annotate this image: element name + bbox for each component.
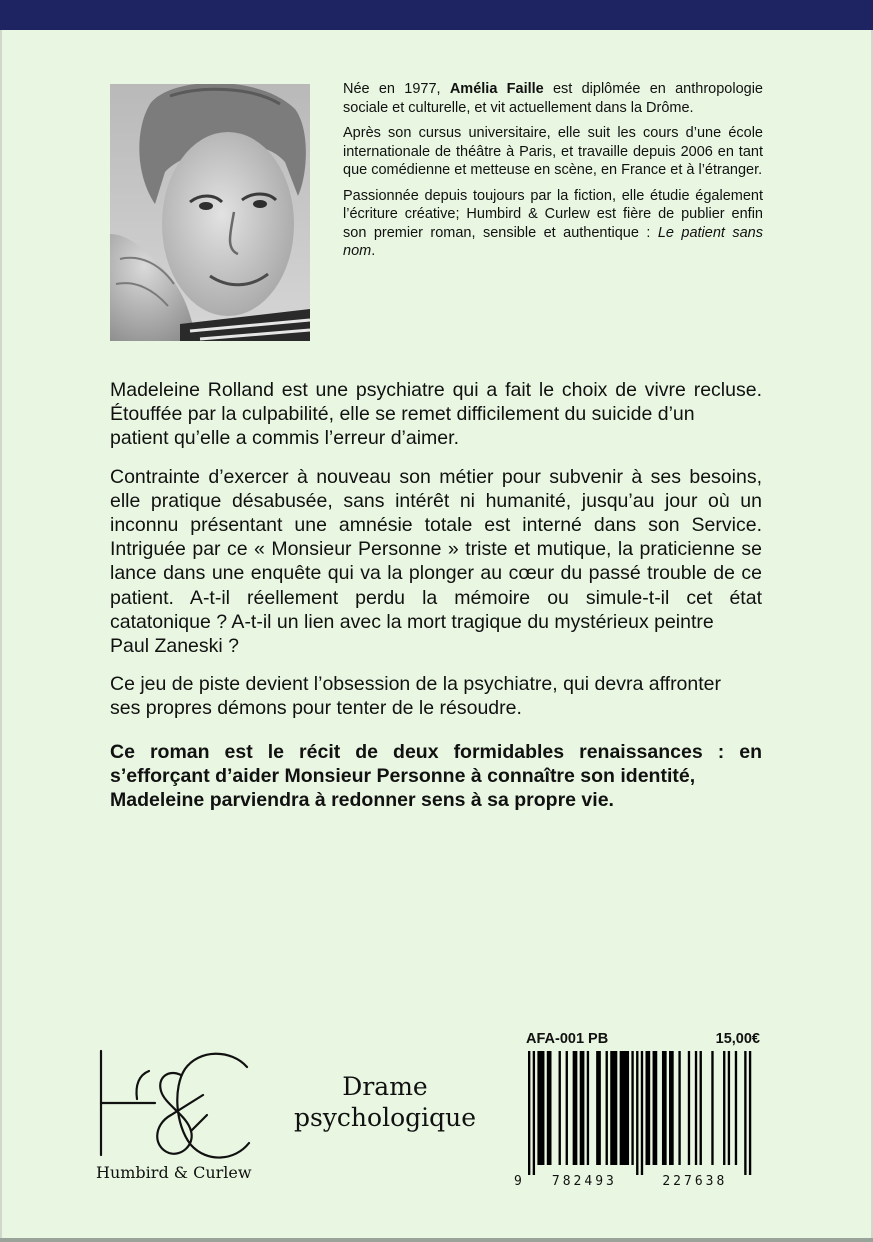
tagline: Ce roman est le récit de deux formidables renaissances : en s’efforçant d’aider Monsieur Personne à connaître son identité, Madeleine parviendra à redonner sens à sa propre vie. xyxy=(110,741,762,812)
barcode-digit-first: 9 xyxy=(514,1174,525,1189)
barcode-bar xyxy=(669,1051,674,1165)
author-bio xyxy=(343,80,763,268)
synopsis-paragraph: Contrainte d’exercer à nouveau son métier pour subvenir à ses besoins, elle pratique désabusée, sans intérêt ni humanité, jusqu’au jour où un inconnu présentant une amnésie totale est interné dans son Service. Intriguée par ce « Monsieur Personne » triste et mutique, la praticienne se lance dans une enquête qui va la plonger au cœur du passé trouble de ce patient. A-t-il réellement perdu la mémoire ou simule-t-il cet état catatonique ? A-t-il un lien avec la mort tragique du mystérieux peintre Paul Zaneski ? xyxy=(110,465,762,658)
barcode-bar xyxy=(610,1051,617,1165)
publisher-logo xyxy=(95,1045,255,1165)
barcode-bar xyxy=(646,1051,651,1165)
barcode-bar xyxy=(723,1051,725,1165)
barcode-bar xyxy=(566,1051,568,1165)
barcode-bar xyxy=(537,1051,544,1165)
page-edge-left xyxy=(0,30,2,1238)
top-band xyxy=(0,0,873,30)
bio-paragraph: Passionnée depuis toujours par la fiction, elle étudie également l’écriture créative; Humbird & Curlew est fière de publier enfin son premier roman, sensible et authentique : Le patient sans nom. xyxy=(343,187,763,259)
barcode-block xyxy=(510,1031,766,1191)
page-edge-bottom xyxy=(0,1238,873,1242)
publisher-name: Humbird & Curlew xyxy=(96,1163,252,1182)
bio-paragraph: Après son cursus universitaire, elle suit les cours d’une école internationale de théâtre à Paris, et travaille depuis 2006 en tant que comédienne et metteuse en scène, en France et à l’étranger. xyxy=(343,125,763,178)
barcode-reference: AFA-001 PB xyxy=(526,1031,609,1047)
bio-paragraph: Née en 1977, Amélia Faille est diplômée en anthropologie sociale et culturelle, et vit actuellement dans la Drôme. xyxy=(343,81,763,116)
barcode-bar xyxy=(606,1051,608,1165)
barcode-bar xyxy=(533,1051,535,1175)
barcode-bar xyxy=(688,1051,690,1165)
barcode xyxy=(510,1051,766,1191)
barcode-bar xyxy=(547,1051,552,1165)
barcode-bar xyxy=(573,1051,578,1165)
barcode-bar xyxy=(678,1051,680,1165)
barcode-digits-left: 782493 xyxy=(551,1174,617,1189)
barcode-bar xyxy=(711,1051,713,1165)
author-photo xyxy=(110,84,310,341)
barcode-bar xyxy=(587,1051,589,1165)
barcode-bar xyxy=(662,1051,667,1165)
book-title: Le patient sans nom xyxy=(343,224,763,259)
barcode-bar xyxy=(749,1051,751,1175)
genre-label: Drame psychologique xyxy=(293,1072,477,1132)
price-label: 15,00€ xyxy=(715,1031,760,1047)
author-name: Amélia Faille xyxy=(449,81,544,97)
barcode-bar xyxy=(620,1051,629,1165)
barcode-bar xyxy=(528,1051,530,1175)
barcode-bar xyxy=(744,1051,746,1175)
barcode-bar xyxy=(700,1051,702,1165)
barcode-bar xyxy=(735,1051,737,1165)
barcode-bar xyxy=(695,1051,697,1165)
barcode-bar xyxy=(653,1051,658,1165)
barcode-bar xyxy=(559,1051,561,1165)
barcode-bar xyxy=(728,1051,730,1165)
barcode-bar xyxy=(580,1051,585,1165)
synopsis-paragraph: Madeleine Rolland est une psychiatre qui a fait le choix de vivre recluse. Étouffée par la culpabilité, elle se remet difficilement du suicide d’un patient qu’elle a commis l’erreur d’aimer. xyxy=(110,379,762,450)
barcode-digits-right: 227638 xyxy=(662,1174,728,1189)
barcode-bar xyxy=(596,1051,601,1165)
barcode-bar xyxy=(631,1051,633,1165)
barcode-bar xyxy=(636,1051,638,1175)
synopsis xyxy=(110,378,762,735)
barcode-bar xyxy=(641,1051,643,1175)
synopsis-paragraph: Ce jeu de piste devient l’obsession de la psychiatre, qui devra affronter ses propres démons pour tenter de le résoudre. xyxy=(110,673,722,720)
